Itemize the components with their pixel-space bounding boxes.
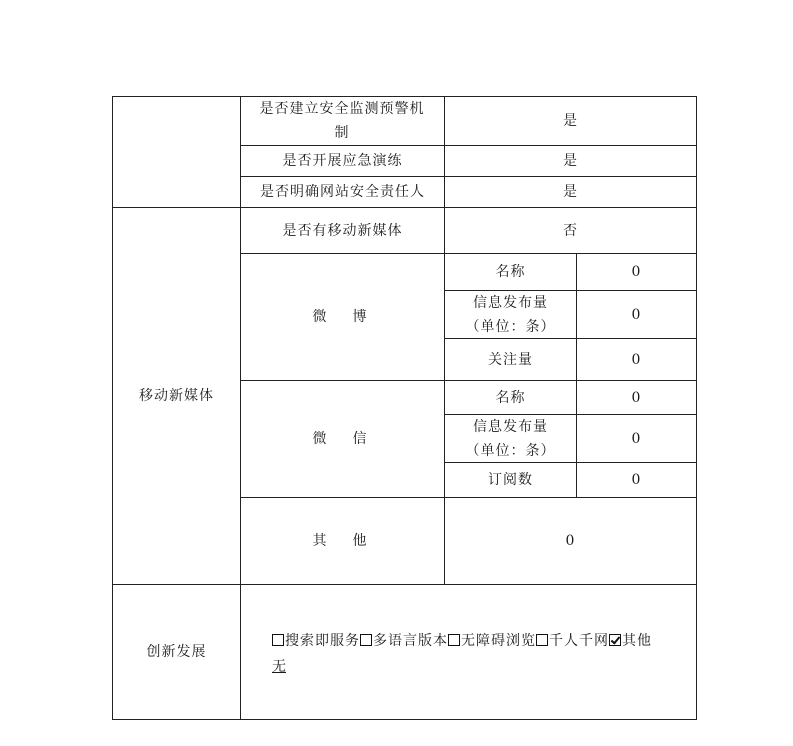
- row-label-responsible: 是否明确网站安全责任人: [260, 184, 425, 200]
- weibo-name-label: 名称: [495, 264, 526, 280]
- weibo-posts-label: 信息发布量（单位：条）: [465, 294, 556, 335]
- wechat-label: 微 信: [312, 431, 373, 447]
- section-label-innovation: 创新发展: [146, 644, 207, 660]
- other-media-label: 其 他: [312, 533, 373, 549]
- row-value-monitoring: 是: [563, 113, 578, 129]
- row-label-drill: 是否开展应急演练: [282, 153, 403, 169]
- innovation-other-value: 无: [272, 659, 286, 675]
- checkbox-icon[interactable]: [272, 634, 284, 646]
- innovation-options: [272, 629, 652, 653]
- checkbox-icon[interactable]: [536, 634, 548, 646]
- option-search-service[interactable]: 搜索即服务: [272, 633, 360, 649]
- row-value-has-mobile-media: 否: [563, 222, 578, 239]
- table-border-bottom: [112, 719, 697, 720]
- option-multilingual[interactable]: 多语言版本: [360, 633, 448, 649]
- row-label-has-mobile-media: 是否有移动新媒体: [282, 222, 403, 239]
- option-accessibility[interactable]: 无障碍浏览: [448, 633, 536, 649]
- row-value-responsible: 是: [563, 184, 578, 200]
- checkbox-icon[interactable]: [360, 634, 372, 646]
- row-value-drill: 是: [563, 153, 578, 169]
- weibo-followers-label: 关注量: [488, 351, 533, 368]
- checkbox-icon[interactable]: [448, 634, 460, 646]
- weibo-posts-value: 0: [631, 306, 642, 323]
- other-media-value: 0: [565, 533, 576, 549]
- weibo-label: 微 博: [312, 309, 373, 325]
- weibo-name-value: 0: [631, 264, 642, 280]
- option-personalized[interactable]: 千人千网: [536, 633, 609, 649]
- wechat-subscribers-value: 0: [631, 472, 642, 488]
- wechat-name-label: 名称: [495, 389, 526, 406]
- wechat-subscribers-label: 订阅数: [488, 472, 533, 488]
- option-other[interactable]: 其他: [609, 633, 652, 649]
- wechat-name-value: 0: [631, 389, 642, 406]
- checkbox-checked-icon[interactable]: [609, 634, 621, 646]
- section-label-mobile-media: 移动新媒体: [139, 388, 214, 404]
- row-label-monitoring: 是否建立安全监测预警机制: [259, 101, 425, 141]
- table-border-right: [696, 96, 697, 720]
- wechat-posts-value: 0: [631, 430, 642, 447]
- wechat-posts-label: 信息发布量（单位：条）: [465, 418, 556, 459]
- weibo-followers-value: 0: [631, 351, 642, 368]
